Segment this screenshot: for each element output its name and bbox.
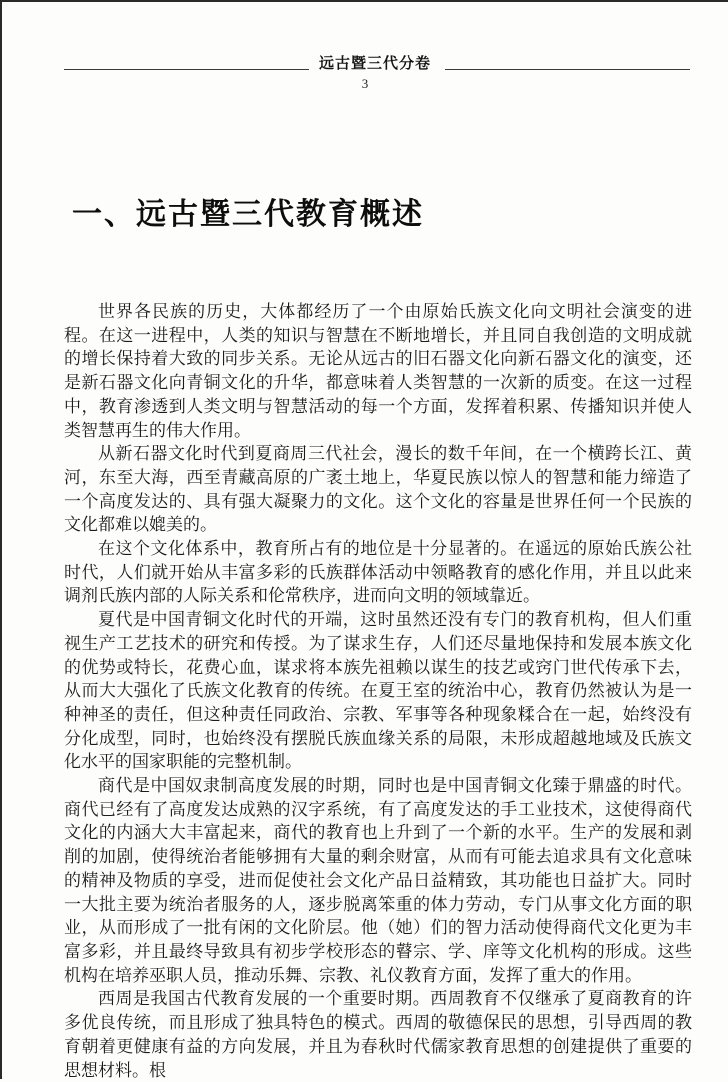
paragraph: 夏代是中国青铜文化时代的开端，这时虽然还没有专门的教育机构，但人们重视生产工艺技术的研究和传授。为了谋求生存，人们还尽量地保持和发展本族文化的优势或特长，花费心血，谋求将本族先祖赖以谋生的技艺或窍门世代传承下去，从而大大强化了氏族文化教育的传统。在夏王室的统治中心，教育仍然被认为是一种神圣的责任，但这种责任同政治、宗教、军事等各种现象糅合在一起，始终没有分化成型，同时，也始终没有摆脱氏族血缘关系的局限，未形成超越地域及氏族文化水平的国家职能的完整机制。	[64, 610, 692, 772]
body-paragraphs	[64, 300, 692, 1082]
paragraph: 从新石器文化时代到夏商周三代社会，漫长的数千年间，在一个横跨长江、黄河，东至大海，西至青藏高原的广袤土地上，华夏民族以惊人的智慧和能力缔造了一个高度发达的、具有强大凝聚力的文化。这个文化的容量是世界任何一个民族的文化都难以媲美的。	[64, 444, 692, 535]
paragraph: 世界各民族的历史，大体都经历了一个由原始氏族文化向文明社会演变的进程。在这一进程中，人类的知识与智慧在不断地增长，并且同自我创造的文明成就的增长保持着大致的同步关系。无论从远古的旧石器文化向新石器文化的演变，还是新石器文化向青铜文化的升华，都意味着人类智慧的一次新的质变。在这一过程中，教育渗透到人类文明与智慧活动的每一个方面，发挥着积累、传播知识并使人类智慧再生的伟大作用。	[64, 302, 692, 440]
header-rule-left	[64, 68, 309, 70]
chapter-title: 一、远古暨三代教育概述	[72, 198, 424, 231]
running-header	[2, 52, 728, 73]
running-title: 远古暨三代分卷	[319, 55, 432, 72]
paragraph: 在这个文化体系中，教育所占有的地位是十分显著的。在遥远的原始氏族公社时代，人们就开始从丰富多彩的氏族群体活动中领略教育的感化作用，并且以此来调剂氏族内部的人际关系和伦常秩序，进而向文明的领域靠近。	[64, 539, 692, 606]
paragraph: 西周是我国古代教育发展的一个重要时期。西周教育不仅继承了夏商教育的许多优良传统，而且形成了独具特色的模式。西周的敬德保民的思想，引导西周的教育朝着更健康有益的方向发展，并且为春秋时代儒家教育思想的创建提供了重要的思想材料。根	[64, 989, 692, 1080]
paragraph: 商代是中国奴隶制高度发展的时期，同时也是中国青铜文化臻于鼎盛的时代。商代已经有了高度发达成熟的汉字系统，有了高度发达的手工业技术，这使得商代文化的内涵大大丰富起来，商代的教育也上升到了一个新的水平。生产的发展和剥削的加剧，使得统治者能够拥有大量的剩余财富，从而有可能去追求具有文化意味的精神及物质的享受，进而促使社会文化产品日益精致，其功能也日益扩大。同时一大批主要为统治者服务的人，逐步脱离笨重的体力劳动，专门从事文化方面的职业，从而形成了一批有闲的文化阶层。他（她）们的智力活动使得商代文化更为丰富多彩，并且最终导致具有初步学校形态的瞽宗、学、庠等文化机构的形成。这些机构在培养巫职人员，推动乐舞、宗教、礼仪教育方面，发挥了重大的作用。	[64, 776, 692, 985]
page-number: 3	[361, 76, 369, 91]
header-rule-right	[445, 68, 690, 70]
